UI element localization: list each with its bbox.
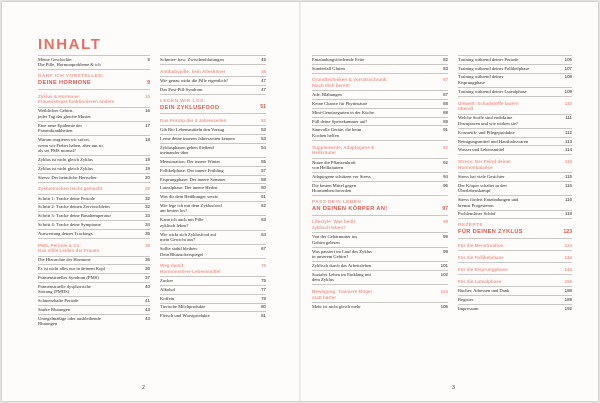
toc-chapter-heading: [160, 94, 266, 113]
toc-entry: [38, 256, 150, 265]
entry-title: Nutze die Pflanzenkraft von Heilkräutern: [312, 159, 356, 171]
toc-entry: [160, 76, 266, 85]
toc-entry: [160, 166, 266, 175]
toc-section-heading: [312, 140, 448, 158]
page-number: 104: [440, 289, 448, 295]
toc-entry: [458, 114, 572, 128]
page-number: 58: [261, 176, 266, 182]
entry-title: Gib Bio Lebensmitteln den Vorzug: [160, 127, 225, 133]
page-number-right: 3: [452, 385, 455, 391]
page-number-left: 2: [142, 385, 145, 391]
toc-entry: [312, 261, 448, 270]
toc-entry: [458, 145, 572, 154]
page-number: 156: [564, 279, 572, 285]
toc-entry: [312, 108, 448, 117]
page-number: 20: [145, 174, 150, 180]
section-title: Stress: Der Feind deiner Hormonbalance: [458, 159, 512, 170]
page-number: 53: [261, 135, 266, 141]
book-spread: [2, 2, 598, 401]
section-title: Supplemente, Adaptogene & Heilkräuter: [312, 144, 375, 156]
entry-title: Koffein: [160, 295, 175, 301]
toc-entry: [38, 155, 150, 164]
entry-title: Warum reagieren wir sofort, wenn wir Fieber haben, aber tun so, als sei PMS normal?: [38, 137, 104, 154]
page-number: 45: [261, 56, 266, 62]
entry-title: Meine Geschichte: Die Pille, Hormonprobleme & ich: [38, 56, 101, 68]
entry-title: Mini-Gemüsegarten in der Küche: [312, 109, 374, 115]
page-number: 67: [261, 245, 266, 251]
chapter-main-title: FÜR DEINEN ZYKLUS: [458, 229, 523, 236]
page-number: 124: [564, 242, 572, 248]
page-number: 109: [564, 88, 572, 94]
toc-column-1: [38, 55, 150, 328]
page-number: 82: [443, 56, 448, 62]
toc-entry: [38, 121, 150, 135]
toc-entry: [38, 296, 150, 305]
page-number: 101: [440, 262, 448, 268]
entry-title: Schritt 2: Tracke deinen Zervixschleim: [38, 204, 110, 210]
chapter-title: [160, 99, 256, 111]
section-title: Antibabypille: kein Allesköner: [160, 68, 226, 74]
toc-entry: [38, 314, 150, 328]
toc-entry: [160, 303, 266, 312]
chapter-kicker: DARF ICH VORSTELLEN:: [38, 74, 105, 80]
section-title: Das Prinzip der 4 Jahreszeiten: [160, 117, 227, 123]
toc-section-heading: [458, 274, 572, 286]
toc-section-heading: [38, 89, 150, 107]
page-number: 35: [145, 230, 150, 236]
section-title: Für die Follikelphase: [458, 254, 504, 260]
entry-title: Die besten Mittel gegen Hormonbeschwerden: [312, 182, 357, 194]
section-title: Zyklus & Hormone: Frauenkörper funktionieren anders: [38, 93, 115, 105]
toc-entry: [38, 55, 150, 69]
entry-title: Schmier- bzw. Zwischenblutungen: [160, 56, 224, 62]
entry-title: Zyklisch durch das Arbeitsleben: [312, 262, 372, 268]
page-number: 36: [145, 266, 150, 272]
toc-section-heading: [458, 96, 572, 114]
page-number: 35: [145, 242, 150, 248]
page-number: 134: [564, 254, 572, 260]
page-number: 40: [145, 283, 150, 289]
page-number: 54: [261, 144, 266, 150]
toc-entry: [160, 276, 266, 285]
toc-entry: [160, 192, 266, 201]
page-number: 62: [261, 202, 266, 208]
toc-entry: [38, 229, 150, 238]
toc-entry: [160, 285, 266, 294]
toc-entry: [38, 107, 150, 121]
toc-section-heading: [458, 262, 572, 274]
chapter-main-title: DEINE HORMONE: [38, 80, 92, 87]
page-number: 52: [261, 117, 266, 123]
toc-entry: [160, 183, 266, 192]
page-number: 19: [145, 157, 150, 163]
toc-entry: [160, 294, 266, 303]
page-number: 108: [564, 74, 572, 80]
toc-entry: [312, 158, 448, 172]
toc-chapter-heading: [458, 218, 572, 237]
page-number: 116: [565, 197, 572, 203]
page-number: 77: [261, 286, 266, 292]
page-number: 115: [565, 173, 572, 179]
chapter-title: [458, 223, 562, 235]
page-title: INHALT: [38, 36, 102, 53]
toc-entry: [458, 295, 572, 304]
toc-entry: [312, 55, 448, 64]
toc-entry: [458, 64, 572, 73]
toc-entry: [38, 211, 150, 220]
page-number: 53: [261, 127, 266, 133]
entry-title: Follikelphase: Der innere Frühling: [160, 167, 224, 173]
entry-title: Bücher, Adressen und Dank: [458, 288, 510, 294]
toc-entry: [38, 135, 150, 155]
section-title: Lifestyle: Was heißt zyklisch leben?: [312, 219, 355, 230]
toc-entry: [458, 181, 572, 195]
entry-title: Es ist nicht alles nur in deinem Kopf: [38, 266, 106, 272]
page-number: 99: [443, 248, 448, 254]
entry-title: Register: [458, 297, 474, 303]
page-number: 110: [564, 100, 572, 106]
entry-title: Impressum: [458, 305, 479, 311]
page-number: 47: [261, 77, 266, 83]
entry-title: Keine Chance für Phytinsäure: [312, 101, 368, 107]
section-title: Für die Menstruation: [458, 242, 504, 248]
entry-title: Eine neue Epidemie der Frauenkrankheiten: [38, 122, 83, 134]
toc-entry: [160, 85, 266, 94]
toc-entry: [312, 172, 448, 181]
entry-title: Wasser und Lebensmittel: [458, 147, 505, 153]
entry-title: Training während deiner Periode: [458, 56, 519, 62]
entry-title: Stress fördert Entzündungen und bremst Progesteron: [458, 197, 519, 208]
toc-entry: [458, 304, 572, 313]
page-number: 113: [565, 138, 572, 144]
toc-entry: [38, 220, 150, 229]
page-gutter: [299, 2, 301, 401]
entry-title: Prämenstruelles Syndrom (PMS): [38, 274, 99, 280]
section-title: Für die Lutealphase: [458, 279, 502, 285]
toc-chapter-heading: [312, 195, 448, 214]
page-number: 60: [261, 185, 266, 191]
page-number: 91: [443, 127, 448, 133]
chapter-kicker: REZEPTE: [458, 223, 483, 229]
toc-entry: [38, 194, 150, 203]
page-number: 96: [443, 182, 448, 188]
section-title: Grundtechniken & Vorratsschrank: Mach dich bereit!: [312, 77, 388, 88]
toc-section-heading: [160, 258, 266, 276]
toc-entry: [38, 164, 150, 173]
entry-title: Training während deiner Follikelphase: [458, 65, 530, 71]
page-number: 17: [145, 122, 150, 128]
chapter-kicker: LEGEN WIR LOS:: [160, 98, 206, 104]
page-number: 144: [564, 266, 572, 272]
toc-entry: [160, 134, 266, 143]
page-number: 63: [261, 217, 266, 223]
entry-title: Weibliches Gehirn, jeder Tag das gleiche Muster: [38, 108, 91, 120]
toc-entry: [458, 195, 572, 209]
entry-title: Zyklus ist nicht gleich Zyklus: [38, 165, 93, 171]
toc-entry: [458, 137, 572, 146]
toc-entry: [38, 305, 150, 314]
entry-title: Adaptogene schützen vor Stress: [312, 173, 371, 179]
entry-title: Soziales Leben im Einklang mit dem Zyklus: [312, 271, 371, 283]
toc-entry: [458, 87, 572, 96]
entry-title: Zyklus ist nicht gleich Zyklus: [38, 157, 93, 163]
entry-title: Schritt 1: Tracke deine Periode: [38, 195, 95, 201]
toc-section-heading: [38, 238, 150, 256]
toc-column-2: [160, 55, 266, 320]
entry-title: Welche Stoffe sind endokrine Disruptoren und wie wirken sie?: [458, 115, 518, 126]
entry-title: Lerne deine inneren Jahreszeiten kennen: [160, 135, 235, 141]
entry-title: Tierische Milchprodukte: [160, 304, 206, 310]
toc-entry: [312, 270, 448, 284]
entry-title: Prämenstruelle dysphorische Störung (PMDS): [38, 283, 91, 295]
page-number: 5: [147, 56, 150, 62]
toc-entry: [312, 181, 448, 195]
section-title: PMS, Periode & Co: Das stille Leiden der Frauen: [38, 242, 100, 254]
page-number: 123: [563, 229, 572, 236]
page-number: 118: [565, 211, 572, 217]
toc-entry: [160, 215, 266, 229]
toc-entry: [38, 273, 150, 282]
entry-title: Alkohol: [160, 286, 176, 292]
toc-column-4: [458, 55, 572, 313]
page-number: 189: [564, 297, 572, 303]
toc-entry: [312, 99, 448, 108]
toc-chapter-heading: [38, 69, 150, 88]
toc-entry: [458, 286, 572, 295]
toc-entry: [458, 55, 572, 64]
chapter-kicker: PASS DEIN LEBEN: [312, 200, 362, 206]
toc-section-heading: [458, 238, 572, 250]
toc-entry: [312, 302, 448, 311]
page-number: 116: [565, 182, 572, 188]
entry-title: Unregelmäßige oder ausbleibende Blutungen: [38, 315, 101, 327]
page-number: 43: [145, 306, 150, 312]
page-number: 111: [565, 115, 572, 121]
page-number: 87: [443, 77, 448, 83]
entry-title: Reinigungsmittel und Haushaltswaren: [458, 138, 529, 144]
entry-title: Was dir dein Heißhunger verrät: [160, 194, 218, 200]
entry-title: Lutealphase: Der innere Herbst: [160, 185, 218, 191]
page-number: 106: [564, 56, 572, 62]
page-number: 55: [261, 158, 266, 164]
toc-entry: [312, 125, 448, 139]
page-number: 105: [440, 303, 448, 309]
toc-section-heading: [458, 250, 572, 262]
page-number: 83: [443, 65, 448, 71]
page-number: 114: [565, 147, 572, 153]
page-number: 61: [261, 194, 266, 200]
page-number: 192: [564, 305, 572, 311]
page-number: 112: [565, 129, 572, 135]
entry-title: Von der Gebärmutter ins Gehirn gelesen: [312, 234, 358, 245]
chapter-main-title: DEIN ZYKLUSFOOD: [160, 104, 220, 111]
entry-title: Der Körper schaltet in den Überlebenskampf: [458, 182, 507, 194]
page-number: 81: [261, 313, 266, 319]
toc-section-heading: [312, 284, 448, 302]
toc-entry: [38, 203, 150, 212]
page-number: 92: [443, 144, 448, 150]
toc-section-heading: [38, 182, 150, 194]
toc-entry: [312, 247, 448, 261]
entry-title: Zucker: [160, 278, 174, 284]
toc-section-heading: [312, 73, 448, 91]
entry-title: Das Post-Pill-Syndrom: [160, 86, 203, 92]
entry-title: Zyklusphasen gehen fließend ineinander über: [160, 144, 214, 156]
page-number: 102: [440, 271, 448, 277]
toc-entry: [160, 311, 266, 320]
toc-section-heading: [160, 64, 266, 76]
toc-entry: [312, 117, 448, 126]
section-title: Umwelt: Schadstoffe lauern überall: [458, 100, 519, 112]
page-number: 34: [145, 222, 150, 228]
entry-title: Sonderfall Gluten: [312, 65, 345, 71]
entry-title: Sinnvolle Geräte, die beim Kochen helfen: [312, 127, 362, 138]
page-number: 107: [564, 65, 572, 71]
toc-entry: [458, 128, 572, 137]
page-number: 94: [443, 173, 448, 179]
toc-entry: [160, 244, 266, 258]
page-number: 57: [261, 167, 266, 173]
page-number: 32: [145, 204, 150, 210]
chapter-title: [312, 200, 438, 212]
page-number: 88: [443, 101, 448, 107]
page-number: 47: [261, 86, 266, 92]
toc-entry: [160, 201, 266, 215]
toc-entry: [38, 264, 150, 273]
page-number: 188: [564, 288, 572, 294]
page-number: 32: [145, 195, 150, 201]
toc-section-heading: [458, 154, 572, 172]
entry-title: Schmerzhafte Periode: [38, 298, 79, 304]
page-number: 115: [564, 159, 572, 165]
toc-entry: [160, 157, 266, 166]
page-number: 18: [145, 137, 150, 143]
entry-title: Training während deiner Lutealphase: [458, 88, 527, 94]
entry-title: Stress hat viele Gesichter: [458, 173, 505, 179]
page-number: 37: [145, 274, 150, 280]
entry-title: Sollte stabil bleiben: Dein Blutzuckerspiegel: [160, 245, 204, 257]
toc-entry: [160, 175, 266, 184]
page-number: 19: [145, 165, 150, 171]
toc-entry: [160, 230, 266, 244]
entry-title: Was passiert im Lauf des Zyklus in unserem Gehirn?: [312, 248, 372, 260]
page-number: 51: [260, 104, 266, 111]
section-title: Zyklustracken leicht gemacht: [38, 186, 103, 192]
entry-title: Wie lege ich mit dem Zyklusfood am besten los?: [160, 202, 222, 214]
page-number: 35: [145, 257, 150, 263]
entry-title: Menstruation: Der innere Winter: [160, 158, 221, 164]
entry-title: Füll deine Speisekammer auf!: [312, 118, 368, 124]
page-number: 87: [443, 92, 448, 98]
toc-entry: [160, 125, 266, 134]
toc-entry: [160, 143, 266, 157]
entry-title: Auswertung deines Trackings: [38, 230, 93, 236]
page-number: 41: [145, 298, 150, 304]
page-number: 75: [261, 278, 266, 284]
page-number: 64: [261, 231, 266, 237]
page-number: 10: [145, 93, 150, 99]
entry-title: Stress: Der heimliche Herrscher: [38, 174, 97, 180]
page-number: 98: [443, 219, 448, 225]
toc-entry: [312, 90, 448, 99]
toc-entry: [458, 73, 572, 87]
section-title: Bewegung: Trainiere klüger statt härter: [312, 289, 373, 300]
toc-entry: [458, 172, 572, 181]
entry-title: Schritt 4: Tracke deine Symptome: [38, 222, 101, 228]
page-number: 99: [443, 234, 448, 240]
toc-section-heading: [312, 215, 448, 233]
entry-title: Problemlöser Schlaf: [458, 211, 496, 217]
chapter-title: [38, 74, 140, 86]
section-title: Weg damit: Hormonstörer-Lebensmittel: [160, 263, 221, 274]
toc-section-heading: [160, 113, 266, 125]
entry-title: Training während deiner Eisprungphase: [458, 74, 504, 86]
entry-title: Kosmetik- und Pflegeprodukte: [458, 129, 515, 135]
entry-title: Fleisch und Wurstprodukte: [160, 313, 210, 319]
page-number: 43: [145, 315, 150, 321]
toc-entry: [160, 55, 266, 64]
page-number: 92: [443, 159, 448, 165]
page-number: 80: [261, 304, 266, 310]
section-title: Für die Eisprungphase: [458, 266, 508, 272]
entry-title: Schritt 3: Tracke deine Basaltemperatur: [38, 213, 111, 219]
page-number: 97: [442, 205, 448, 212]
entry-title: Kann ich auch mit Pille zyklisch leben?: [160, 217, 204, 228]
entry-title: Wie genau wirkt die Pille eigentlich?: [160, 77, 229, 83]
toc-entry: [458, 210, 572, 219]
chapter-main-title: AN DEINEN KÖRPER AN!: [312, 206, 388, 213]
page-number: 29: [145, 186, 150, 192]
toc-entry: [312, 232, 448, 246]
page-number: 76: [261, 263, 266, 269]
page-number: 9: [147, 80, 150, 87]
toc-entry: [38, 282, 150, 296]
toc-entry: [38, 173, 150, 182]
entry-title: Wie wirkt sich Zyklusfood auf mein Gewicht aus?: [160, 231, 217, 243]
entry-title: Ade, Blähungen: [312, 92, 342, 98]
page-number: 78: [261, 295, 266, 301]
page-number: 46: [261, 68, 266, 74]
page-number: 16: [145, 108, 150, 114]
entry-title: Starke Blutungen: [38, 306, 71, 312]
toc-column-3: [312, 55, 448, 311]
entry-title: Eisprungphase: Der innere Sommer: [160, 176, 226, 182]
page-number: 88: [443, 109, 448, 115]
page-number: 33: [145, 213, 150, 219]
page-number: 89: [443, 118, 448, 124]
entry-title: Mehr ist nicht gleich mehr: [312, 303, 361, 309]
entry-title: Entzündungsfördernde Fette: [312, 56, 365, 62]
toc-entry: [312, 64, 448, 73]
entry-title: Die Hierarchie der Hormone: [38, 257, 91, 263]
